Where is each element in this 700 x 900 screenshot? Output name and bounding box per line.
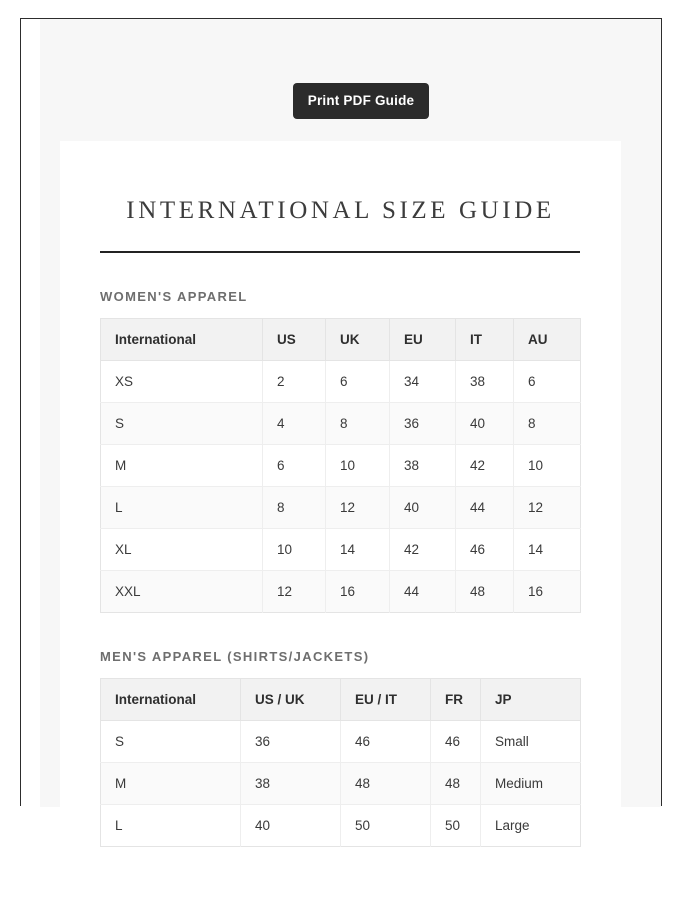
cell-value: 44 (390, 571, 456, 613)
cell-value: 14 (326, 529, 390, 571)
table-row (101, 805, 581, 847)
table-row (101, 361, 581, 403)
cell-value: 6 (263, 445, 326, 487)
cell-size-label: M (101, 763, 241, 805)
cell-value: 14 (514, 529, 581, 571)
cell-value: 40 (241, 805, 341, 847)
column-header: EU / IT (341, 679, 431, 721)
cell-value: 36 (241, 721, 341, 763)
print-toolbar (40, 19, 661, 141)
cell-value: 46 (431, 721, 481, 763)
cell-value: 38 (456, 361, 514, 403)
cell-value: 8 (263, 487, 326, 529)
table-header-row (101, 319, 581, 361)
cell-value: Medium (481, 763, 581, 805)
table-row (101, 403, 581, 445)
column-header: International (101, 679, 241, 721)
table-header-row (101, 679, 581, 721)
column-header: EU (390, 319, 456, 361)
cell-value: 4 (263, 403, 326, 445)
table-row (101, 571, 581, 613)
cell-value: Large (495, 818, 530, 833)
cell-value: 10 (326, 445, 390, 487)
cell-value: 8 (326, 403, 390, 445)
cell-value: 46 (456, 529, 514, 571)
cell-value: 8 (514, 403, 581, 445)
cell-value: 12 (514, 487, 581, 529)
mens-size-table (100, 678, 581, 847)
cell-value: 38 (241, 763, 341, 805)
column-header: International (101, 319, 263, 361)
cell-size-label: L (101, 805, 241, 847)
cell-value: 36 (390, 403, 456, 445)
column-header: AU (514, 319, 581, 361)
cell-size-label: M (101, 445, 263, 487)
section-heading-womens: WOMEN'S APPAREL (100, 289, 248, 304)
column-header: IT (456, 319, 514, 361)
cell-value: 44 (456, 487, 514, 529)
cell-value: 48 (431, 763, 481, 805)
cell-value: 48 (456, 571, 514, 613)
cell-size-label: S (101, 403, 263, 445)
cell-value: 12 (326, 487, 390, 529)
cell-value: 40 (390, 487, 456, 529)
print-pdf-guide-button[interactable]: Print PDF Guide (293, 83, 429, 119)
column-header: US / UK (241, 679, 341, 721)
table-row (101, 487, 581, 529)
cell-value: 12 (263, 571, 326, 613)
cell-value: 16 (528, 584, 544, 599)
size-guide-card (60, 141, 621, 887)
cell-value: 42 (390, 529, 456, 571)
column-header: JP (481, 679, 581, 721)
table-row (101, 529, 581, 571)
card-bottom-spacer (100, 847, 581, 887)
cell-size-label: XL (101, 529, 263, 571)
womens-size-table (100, 318, 581, 613)
cell-size-label: L (101, 487, 263, 529)
cell-value: 6 (514, 361, 581, 403)
column-header: US (263, 319, 326, 361)
cell-value: 50 (341, 805, 431, 847)
cell-value: Small (481, 721, 581, 763)
table-row (101, 763, 581, 805)
cell-value: 38 (390, 445, 456, 487)
cell-value: 16 (326, 571, 390, 613)
cell-value: 40 (456, 403, 514, 445)
cell-value: 10 (514, 445, 581, 487)
table-row (101, 721, 581, 763)
cell-value: 48 (341, 763, 431, 805)
cell-value: 2 (263, 361, 326, 403)
cell-value: 10 (263, 529, 326, 571)
cell-value: 42 (456, 445, 514, 487)
cell-value: 50 (431, 805, 481, 847)
cell-value: 34 (390, 361, 456, 403)
browser-viewport (20, 18, 662, 833)
cell-value: 46 (341, 721, 431, 763)
cell-size-label: XXL (101, 571, 263, 613)
column-header: FR (431, 679, 481, 721)
cell-size-label: S (101, 721, 241, 763)
cell-size-label: XS (101, 361, 263, 403)
section-heading-mens: MEN'S APPAREL (SHIRTS/JACKETS) (100, 649, 370, 664)
cell-value: 6 (326, 361, 390, 403)
table-row (101, 445, 581, 487)
column-header: UK (326, 319, 390, 361)
page-title: INTERNATIONAL SIZE GUIDE (126, 197, 555, 224)
